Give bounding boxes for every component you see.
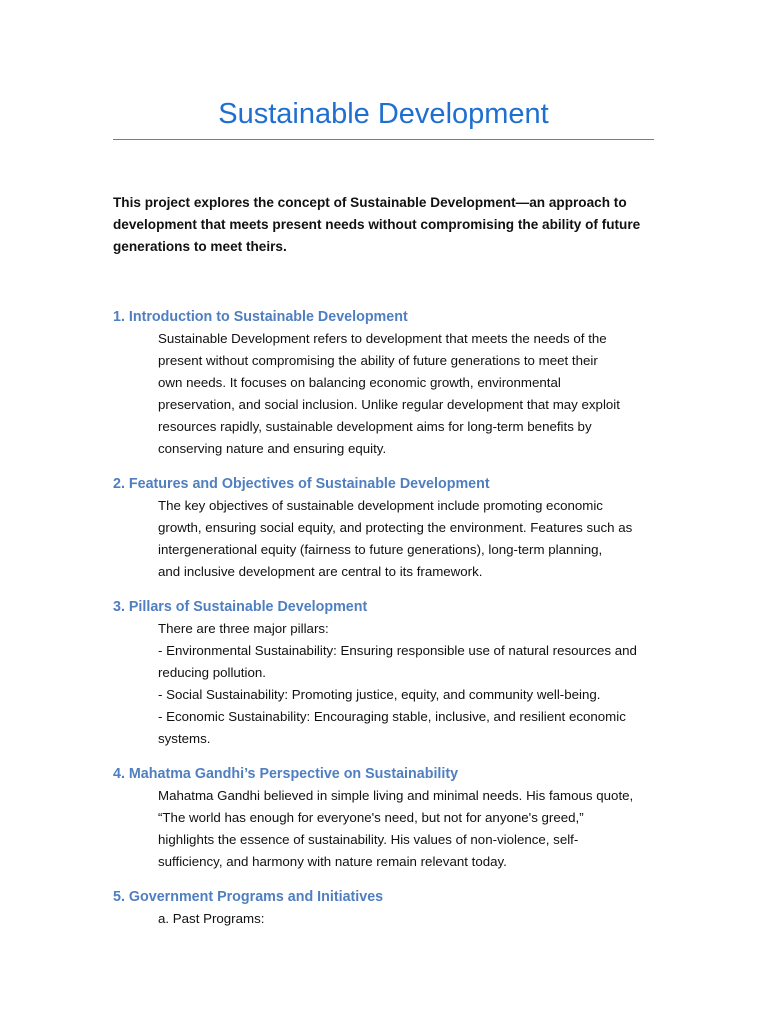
page-title: Sustainable Development [218,98,549,130]
section-body [158,908,658,930]
intro-line: generations to meet theirs. [113,239,287,254]
body-line: “The world has enough for everyone's need, but not for anyone's greed,” [158,810,584,825]
body-line: Mahatma Gandhi believed in simple living and minimal needs. His famous quote, [158,788,634,803]
title-underline [113,139,654,140]
section-gandhi-perspective [113,763,658,873]
body-line: conserving nature and ensuring equity. [158,441,387,456]
body-line: sufficiency, and harmony with nature remain relevant today. [158,854,507,869]
body-line: and inclusive development are central to its framework. [158,564,483,579]
body-line: present without compromising the ability of future generations to meet their [158,353,598,368]
intro-paragraph [113,192,658,258]
section-heading: 1. Introduction to Sustainable Development [113,309,408,325]
body-line: - Economic Sustainability: Encouraging stable, inclusive, and resilient economic [158,709,626,724]
section-body [158,495,658,583]
body-line: systems. [158,731,211,746]
section-body [158,785,658,873]
section-features-objectives [113,473,658,583]
body-line: - Environmental Sustainability: Ensuring responsible use of natural resources and [158,643,637,658]
intro-line: development that meets present needs without compromising the ability of future [113,217,641,232]
body-line: preservation, and social inclusion. Unlike regular development that may exploit [158,397,620,412]
body-line: resources rapidly, sustainable development aims for long-term benefits by [158,419,592,434]
body-line: a. Past Programs: [158,911,265,926]
section-body [158,328,658,460]
body-line: There are three major pillars: [158,621,329,636]
section-heading: 3. Pillars of Sustainable Development [113,599,368,615]
section-introduction [113,306,658,460]
body-line: Sustainable Development refers to development that meets the needs of the [158,331,607,346]
section-pillars [113,596,658,750]
body-line: - Social Sustainability: Promoting justice, equity, and community well-being. [158,687,601,702]
body-line: growth, ensuring social equity, and protecting the environment. Features such as [158,520,633,535]
section-body [158,618,658,750]
body-line: highlights the essence of sustainability. His values of non-violence, self- [158,832,579,847]
section-heading: 4. Mahatma Gandhi’s Perspective on Sustainability [113,766,459,782]
body-line: The key objectives of sustainable development include promoting economic [158,498,603,513]
section-heading: 5. Government Programs and Initiatives [113,889,384,905]
section-heading: 2. Features and Objectives of Sustainable Development [113,476,490,492]
body-line: reducing pollution. [158,665,266,680]
section-government-programs [113,886,658,930]
body-line: own needs. It focuses on balancing economic growth, environmental [158,375,561,390]
intro-line: This project explores the concept of Sustainable Development—an approach to [113,195,627,210]
body-line: intergenerational equity (fairness to future generations), long-term planning, [158,542,603,557]
